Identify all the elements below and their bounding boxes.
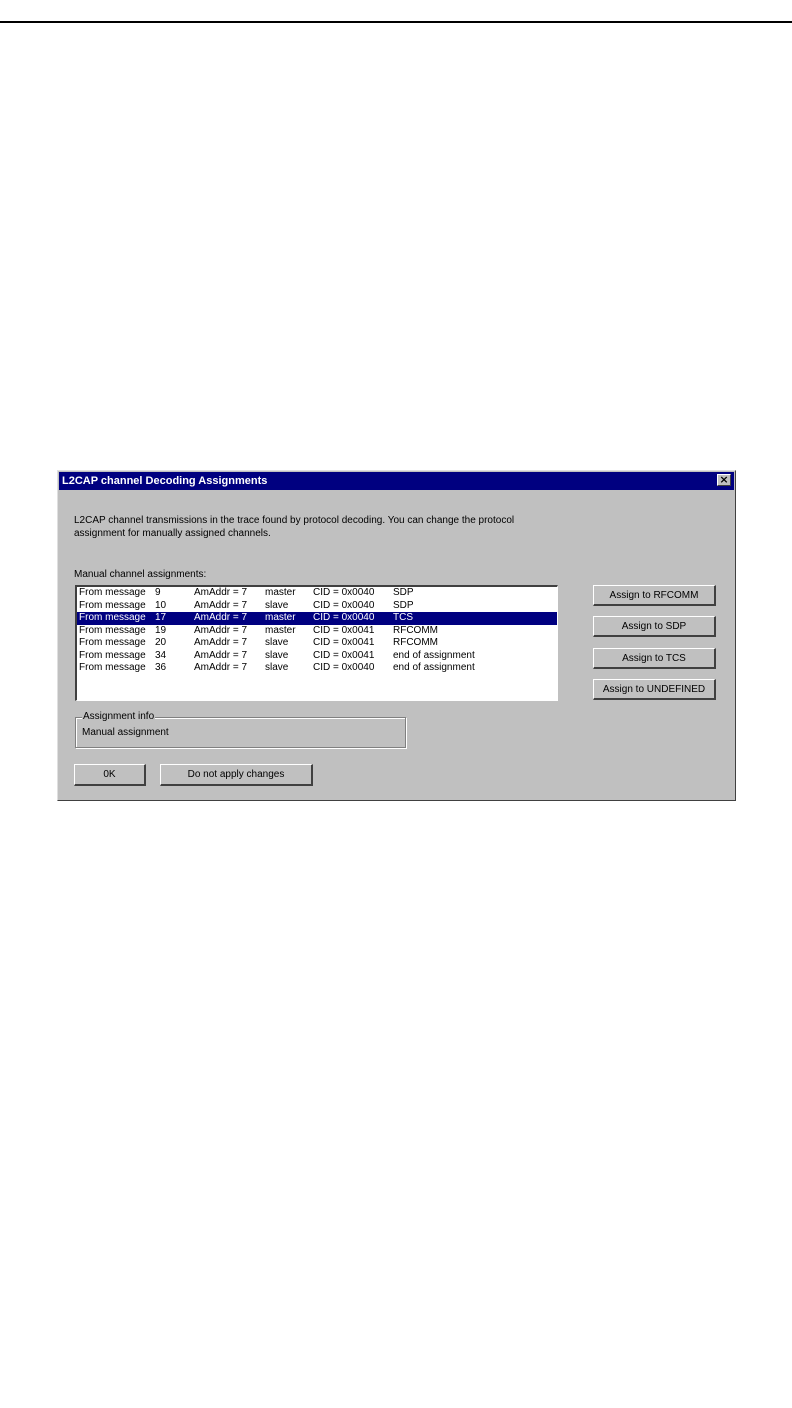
- list-item-num: 34: [155, 649, 167, 661]
- list-item-addr: AmAddr = 7: [194, 662, 248, 673]
- assignment-info-legend: Assignment info: [83, 711, 155, 722]
- list-item-from: From message: [79, 624, 146, 636]
- list-item[interactable]: [77, 637, 557, 650]
- channel-assignments-list[interactable]: [75, 585, 558, 701]
- dialog-title: L2CAP channel Decoding Assignments: [62, 475, 268, 487]
- list-item-addr: AmAddr = 7: [194, 587, 248, 598]
- list-item[interactable]: [77, 625, 557, 638]
- list-item[interactable]: [77, 587, 557, 600]
- list-item-cid: CID = 0x0040: [313, 662, 375, 673]
- list-item-num: 20: [155, 637, 167, 648]
- list-item-addr: AmAddr = 7: [194, 637, 248, 648]
- list-item-num: 36: [155, 662, 167, 673]
- list-item-from: From message: [79, 637, 146, 648]
- list-item-cid: CID = 0x0041: [313, 624, 375, 636]
- list-item-from: From message: [79, 649, 146, 661]
- list-item-addr: AmAddr = 7: [194, 649, 248, 661]
- list-item-role: slave: [265, 649, 289, 661]
- list-item[interactable]: [77, 650, 557, 663]
- list-item[interactable]: [77, 612, 557, 625]
- list-item-addr: AmAddr = 7: [194, 624, 248, 636]
- list-item[interactable]: [77, 600, 557, 613]
- list-item-num: 19: [155, 624, 167, 636]
- list-item-proto: end of assignment: [393, 649, 475, 661]
- list-item-num: 10: [155, 599, 167, 611]
- close-icon[interactable]: ×: [717, 474, 731, 486]
- list-item-role: master: [265, 612, 296, 623]
- assign-rfcomm-button[interactable]: Assign to RFCOMM: [593, 585, 716, 606]
- list-item-proto: TCS: [393, 612, 413, 623]
- ok-button[interactable]: 0K: [74, 764, 146, 786]
- list-item-num: 17: [155, 612, 167, 623]
- page-header-rule: [0, 21, 792, 23]
- list-item-cid: CID = 0x0040: [313, 587, 375, 598]
- assign-sdp-button[interactable]: Assign to SDP: [593, 616, 716, 637]
- list-item[interactable]: [77, 662, 557, 675]
- assignment-info-group: [75, 711, 406, 748]
- list-item-role: slave: [265, 599, 289, 611]
- list-item-addr: AmAddr = 7: [194, 612, 248, 623]
- list-item-role: slave: [265, 637, 289, 648]
- assignment-info-value: Manual assignment: [82, 727, 169, 738]
- list-item-cid: CID = 0x0041: [313, 649, 375, 661]
- list-item-proto: end of assignment: [393, 662, 475, 673]
- list-item-role: slave: [265, 662, 289, 673]
- list-label: Manual channel assignments:: [74, 569, 207, 580]
- list-item-role: master: [265, 624, 296, 636]
- list-item-from: From message: [79, 599, 146, 611]
- list-item-from: From message: [79, 587, 146, 598]
- list-item-from: From message: [79, 612, 146, 623]
- assign-tcs-button[interactable]: Assign to TCS: [593, 648, 716, 669]
- list-item-cid: CID = 0x0040: [313, 612, 375, 623]
- list-item-proto: RFCOMM: [393, 624, 438, 636]
- list-item-cid: CID = 0x0041: [313, 637, 375, 648]
- dialog-titlebar: [59, 472, 734, 490]
- list-item-proto: SDP: [393, 599, 414, 611]
- list-item-from: From message: [79, 662, 146, 673]
- list-item-cid: CID = 0x0040: [313, 599, 375, 611]
- list-item-role: master: [265, 587, 296, 598]
- assign-undefined-button[interactable]: Assign to UNDEFINED: [593, 679, 716, 700]
- list-item-proto: SDP: [393, 587, 414, 598]
- list-item-proto: RFCOMM: [393, 637, 438, 648]
- dialog-description: L2CAP channel transmissions in the trace found by protocol decoding. You can change the protocol assignment for manually assigned channels.: [74, 515, 515, 539]
- list-item-num: 9: [155, 587, 161, 598]
- list-item-addr: AmAddr = 7: [194, 599, 248, 611]
- l2cap-assignments-dialog: [57, 470, 736, 801]
- do-not-apply-button[interactable]: Do not apply changes: [160, 764, 313, 786]
